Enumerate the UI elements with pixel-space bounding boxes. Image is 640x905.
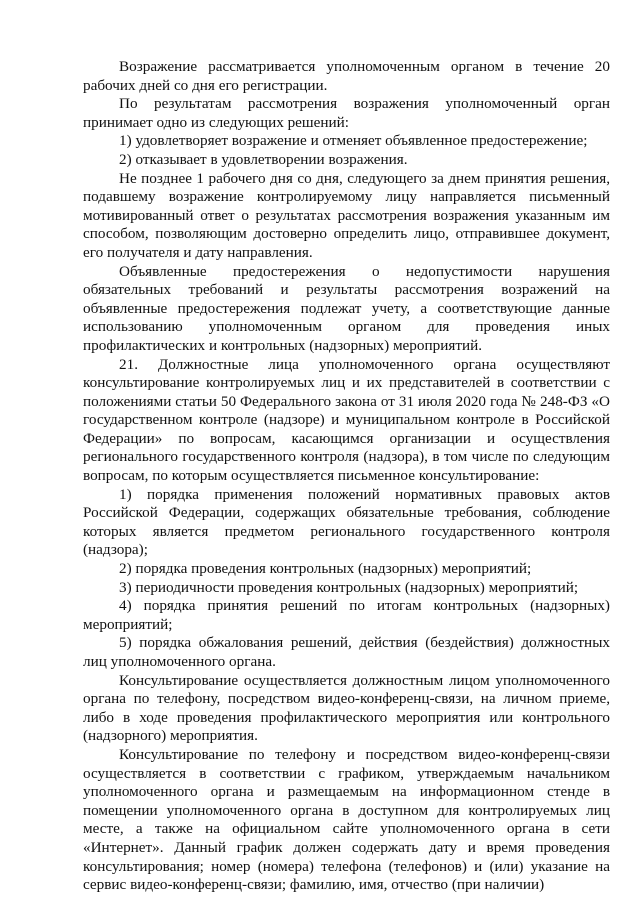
document-page [83, 58, 610, 895]
paragraph-consulting-schedule: Консультирование по телефону и посредством видео-конференц-связи осуществляется в соответствии с графиком, утверждаемым начальником уполномоченного органа и размещаемым на информационном стенде в помещении уполномоченного органа в доступном для контролируемых лиц месте, а также на официальном сайте уполномоченного органа в сети «Интернет». Данный график должен содержать дату и время проведения консультирования; номер (номера) телефона (телефонов) и (или) указание на сервис видео-конференц-связи; фамилию, имя, отчество (при наличии) [83, 745, 610, 894]
paragraph-consulting-topic-4: 4) порядка принятия решений по итогам контрольных (надзорных) мероприятий; [83, 597, 610, 633]
paragraph-consulting-methods: Консультирование осуществляется должностным лицом уполномоченного органа по телефону, посредством видео-конференц-связи, на личном приеме, либо в ходе проведения профилактического мероприятия или контрольного (надзорного) мероприятия. [83, 671, 610, 745]
paragraph-review-results: По результатам рассмотрения возражения уполномоченный орган принимает одно из следующих решений: [83, 95, 610, 131]
paragraph-consulting-topic-1: 1) порядка применения положений нормативных правовых актов Российской Федерации, содержащих обязательные требования, соблюдение которых является предметом регионального государственного контроля (надзора); [83, 485, 610, 559]
paragraph-warnings-accounting: Объявленные предостережения о недопустимости нарушения обязательных требований и результаты рассмотрения возражений на объявленные предостережения подлежат учету, а соответствующие данные использованию уполномоченным органом для проведения иных профилактических и контрольных (надзорных) мероприятий. [83, 262, 610, 354]
paragraph-response-deadline: Не позднее 1 рабочего дня со дня, следующего за днем принятия решения, подавшему возражение контролируемому лицу направляется письменный мотивированный ответ о результатах рассмотрения возражения указанным им способом, позволяющим достоверно определить лицо, отправившее документ, его получателя и дату направления. [83, 169, 610, 261]
paragraph-consulting-topic-5: 5) порядка обжалования решений, действия (бездействия) должностных лиц уполномоченного органа. [83, 634, 610, 670]
paragraph-objection-review-term: Возражение рассматривается уполномоченным органом в течение 20 рабочих дней со дня его регистрации. [83, 58, 610, 94]
paragraph-section-21-consulting: 21. Должностные лица уполномоченного органа осуществляют консультирование контролируемых лиц и их представителей в соответствии с положениями статьи 50 Федерального закона от 31 июля 2020 года № 248-ФЗ «О государственном контроле (надзоре) и муниципальном контроле в Российской Федерации» по вопросам, касающимся организации и осуществления регионального государственного контроля (надзора), в том числе по следующим вопросам, по которым осуществляется письменное консультирование: [83, 355, 610, 485]
paragraph-consulting-topic-2: 2) порядка проведения контрольных (надзорных) мероприятий; [119, 560, 532, 578]
paragraph-decision-1: 1) удовлетворяет возражение и отменяет объявленное предостережение; [119, 132, 588, 150]
paragraph-consulting-topic-3: 3) периодичности проведения контрольных (надзорных) мероприятий; [119, 578, 579, 596]
paragraph-decision-2: 2) отказывает в удовлетворении возражения. [119, 150, 408, 168]
